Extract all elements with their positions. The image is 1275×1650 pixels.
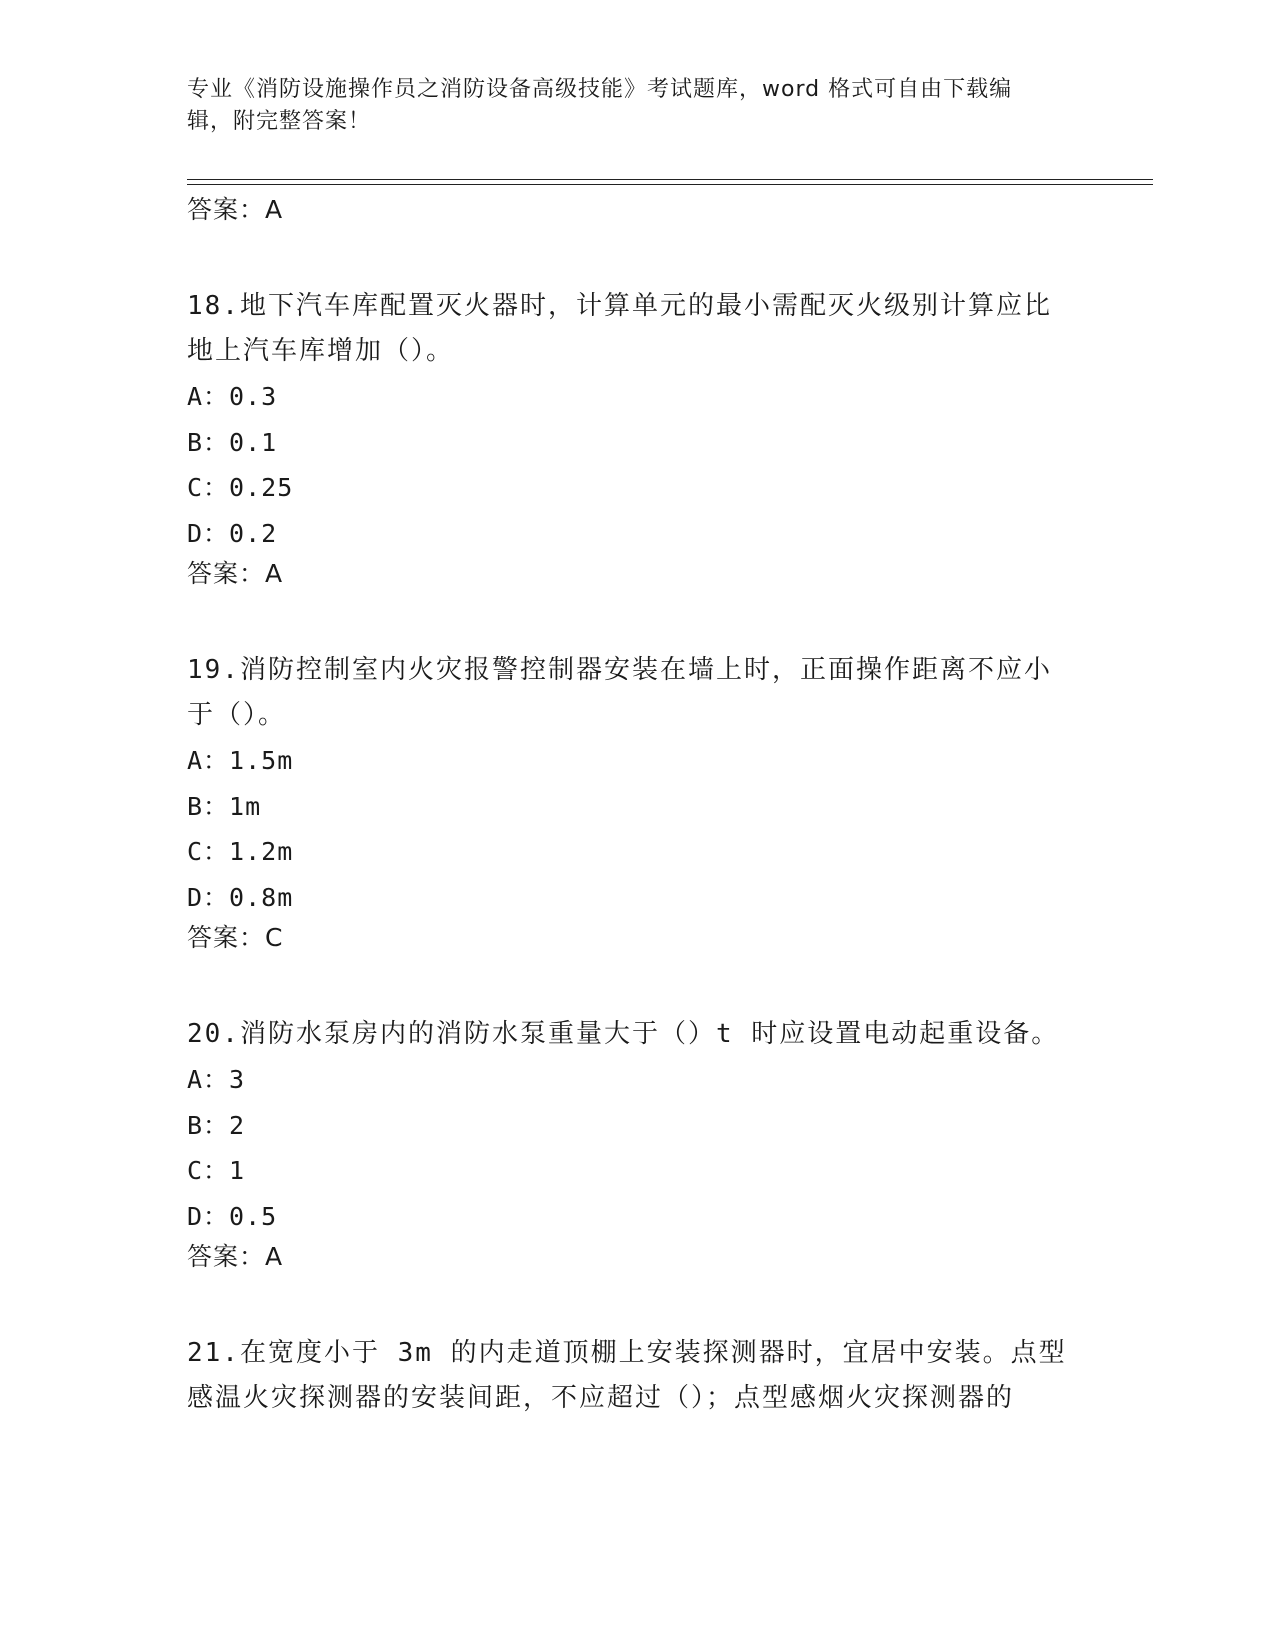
- option-c: C：1: [187, 1156, 246, 1185]
- option-d: D：0.8m: [187, 882, 294, 912]
- option-d: D：0.5: [187, 1201, 278, 1231]
- header-divider-bottom: [187, 184, 1153, 185]
- option-c: C：0.25: [187, 473, 294, 502]
- option-b: B：0.1: [187, 427, 278, 457]
- question-21: [187, 1331, 1087, 1421]
- option-d: D：0.2: [187, 518, 278, 548]
- question-stem-line: 18.地下汽车库配置灭火器时，计算单元的最小需配灭火级别计算应比: [187, 291, 1052, 321]
- question-stem-line: 感温火灾探测器的安装间距，不应超过（）；点型感烟火灾探测器的: [187, 1383, 1015, 1413]
- header-line-1: 专业《消防设施操作员之消防设备高级技能》考试题库，word 格式可自由下载编: [187, 77, 1013, 102]
- option-a: A：1.5m: [187, 746, 294, 775]
- option-a: A：0.3: [187, 382, 278, 411]
- question-stem: [187, 1012, 1087, 1057]
- question-answer: 答案：A: [187, 559, 284, 588]
- question-stem-line: 19.消防控制室内火灾报警控制器安装在墙上时，正面操作距离不应小: [187, 655, 1052, 685]
- question-stem: [187, 648, 1087, 738]
- question-19: [187, 648, 1087, 956]
- question-stem: [187, 284, 1087, 374]
- option-b: B：1m: [187, 791, 262, 821]
- question-answer: 答案：C: [187, 923, 284, 952]
- question-20: [187, 1012, 1087, 1275]
- question-stem-line: 于（）。: [187, 700, 287, 730]
- question-answer: 答案：A: [187, 1242, 284, 1271]
- question-stem-line: 20.消防水泵房内的消防水泵重量大于（）t 时应设置电动起重设备。: [187, 1019, 1060, 1049]
- previous-question-answer: 答案：A: [187, 195, 284, 224]
- document-header: [187, 74, 1067, 138]
- question-stem: [187, 1331, 1087, 1421]
- question-stem-line: 地上汽车库增加（）。: [187, 336, 455, 366]
- header-line-2: 辑，附完整答案！: [187, 109, 372, 134]
- option-a: A：3: [187, 1065, 246, 1094]
- option-b: B：2: [187, 1110, 246, 1140]
- header-divider-top: [187, 179, 1153, 180]
- option-c: C：1.2m: [187, 837, 294, 866]
- question-list: [187, 192, 1087, 1421]
- question-18: [187, 284, 1087, 592]
- question-stem-line: 21.在宽度小于 3m 的内走道顶棚上安装探测器时，宜居中安装。点型: [187, 1338, 1067, 1368]
